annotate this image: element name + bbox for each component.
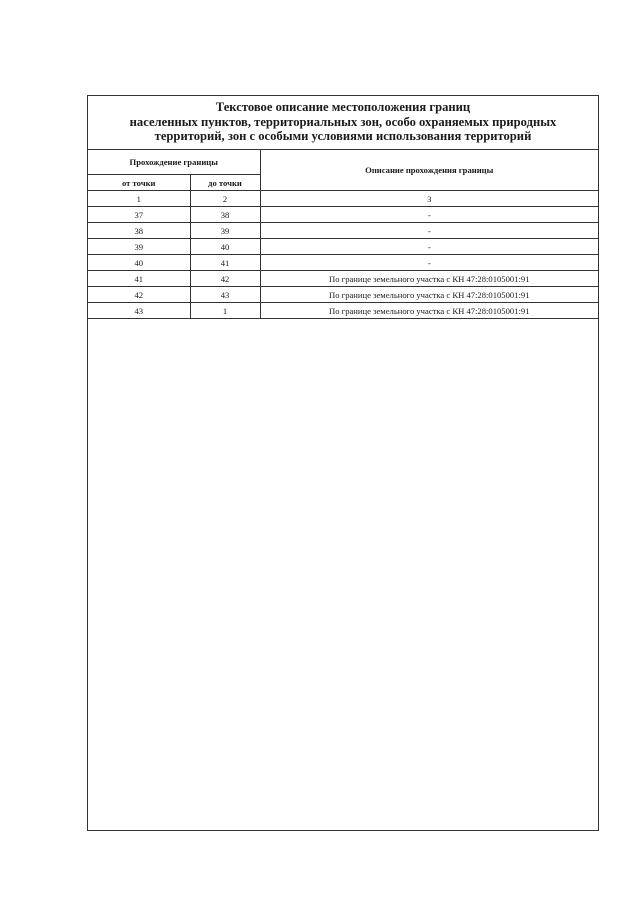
header-to-point: до точки xyxy=(190,175,260,191)
description-cell: - xyxy=(260,239,598,255)
from-point-cell: 38 xyxy=(88,223,190,239)
document-title xyxy=(88,96,598,150)
header-boundary-passage: Прохождение границы xyxy=(88,150,260,175)
from-point-cell: 43 xyxy=(88,303,190,319)
header-description: Описание прохождения границы xyxy=(260,150,598,191)
column-number: 3 xyxy=(260,191,598,207)
from-point-cell: 40 xyxy=(88,255,190,271)
description-cell: - xyxy=(260,207,598,223)
to-point-cell: 1 xyxy=(190,303,260,319)
column-number: 2 xyxy=(190,191,260,207)
table-row xyxy=(88,239,598,255)
table-row xyxy=(88,287,598,303)
to-point-cell: 40 xyxy=(190,239,260,255)
to-point-cell: 41 xyxy=(190,255,260,271)
title-line-1: Текстовое описание местоположения границ xyxy=(215,100,471,114)
description-cell: - xyxy=(260,223,598,239)
to-point-cell: 39 xyxy=(190,223,260,239)
description-cell: По границе земельного участка с КН 47:28:0105001:91 xyxy=(260,287,598,303)
to-point-cell: 38 xyxy=(190,207,260,223)
from-point-cell: 41 xyxy=(88,271,190,287)
from-point-cell: 37 xyxy=(88,207,190,223)
column-number-row xyxy=(88,191,598,207)
header-from-point: от точки xyxy=(88,175,190,191)
column-number: 1 xyxy=(88,191,190,207)
from-point-cell: 39 xyxy=(88,239,190,255)
to-point-cell: 43 xyxy=(190,287,260,303)
table-row xyxy=(88,207,598,223)
table-row xyxy=(88,255,598,271)
from-point-cell: 42 xyxy=(88,287,190,303)
description-cell: - xyxy=(260,255,598,271)
description-cell: По границе земельного участка с КН 47:28:0105001:91 xyxy=(260,303,598,319)
title-line-2: населенных пунктов, территориальных зон, особо охраняемых природных xyxy=(129,114,557,129)
table-row xyxy=(88,271,598,287)
table-row xyxy=(88,303,598,319)
document-frame xyxy=(87,95,599,831)
boundary-table xyxy=(88,150,598,319)
table-row xyxy=(88,223,598,239)
to-point-cell: 42 xyxy=(190,271,260,287)
title-line-3: территорий, зон с особыми условиями использования территорий xyxy=(154,129,532,143)
description-cell: По границе земельного участка с КН 47:28:0105001:91 xyxy=(260,271,598,287)
